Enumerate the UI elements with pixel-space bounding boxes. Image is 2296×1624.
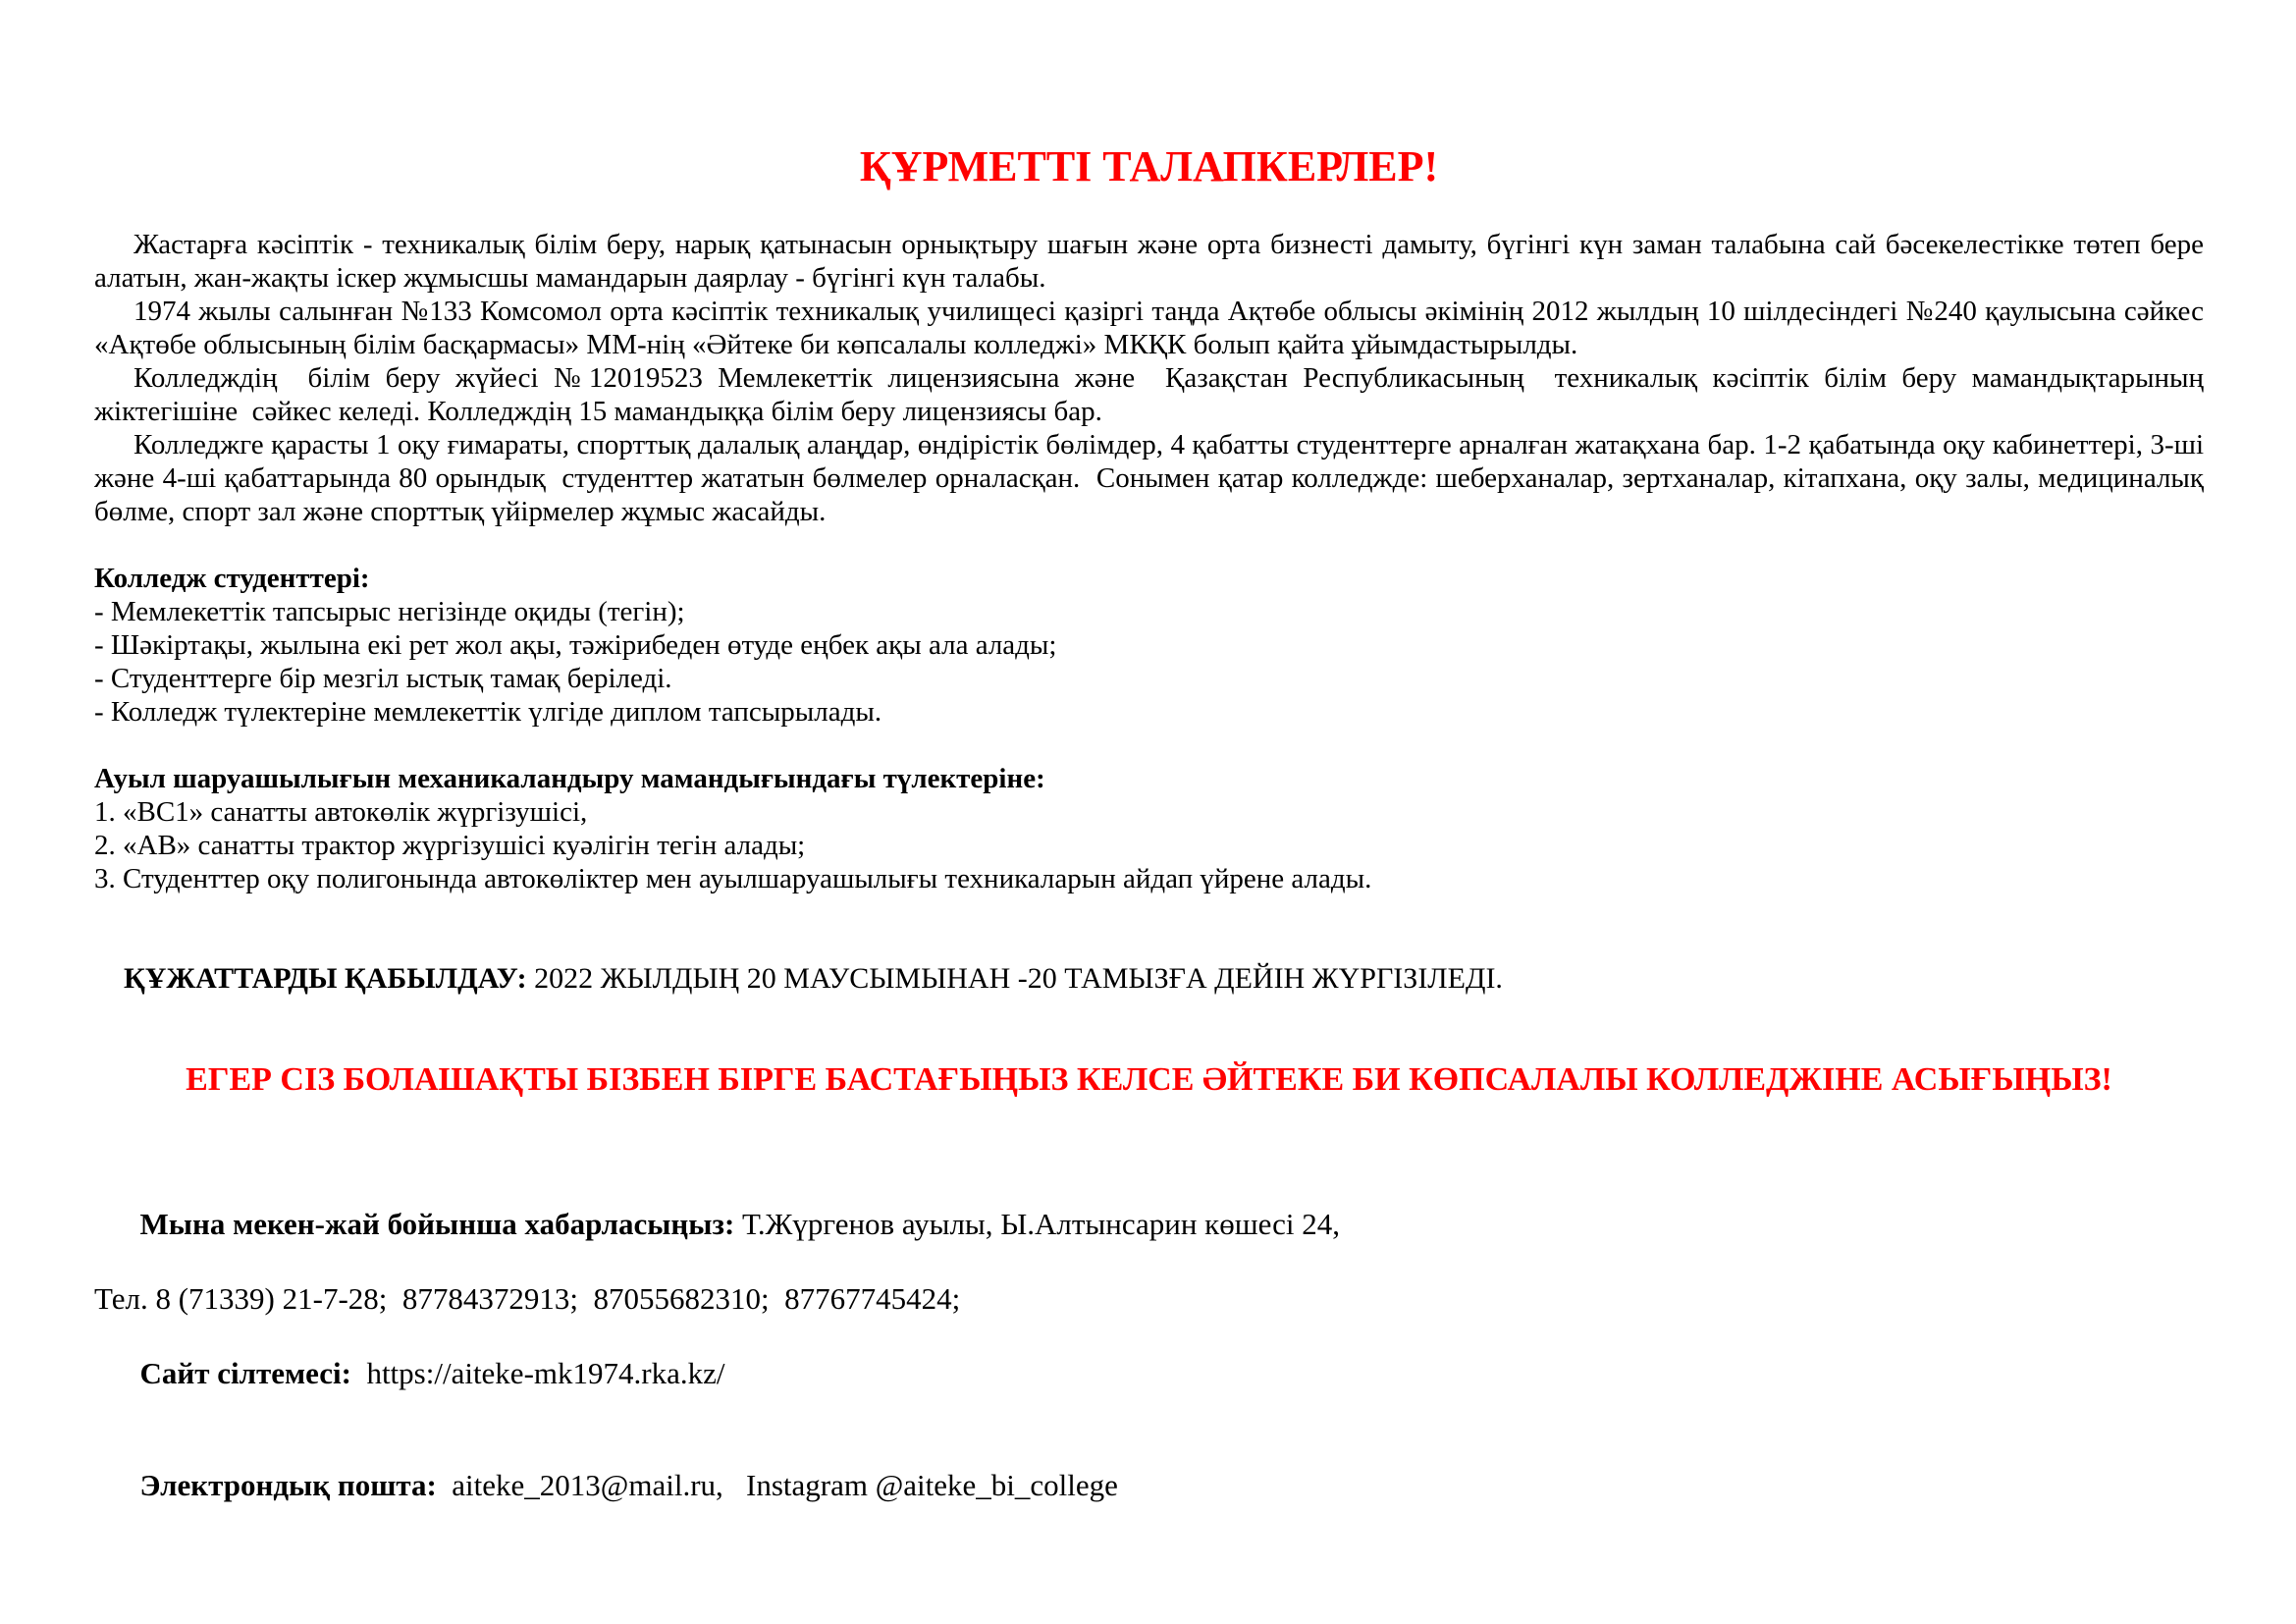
list-item: 2. «АВ» санатты трактор жүргізушісі куәлігін тегін алады; — [94, 830, 806, 862]
list-item: - Шәкіртақы, жылына екі рет жол ақы, тәжірибеден өтуде еңбек ақы ала алады; — [94, 629, 1057, 662]
email-line — [94, 1430, 2204, 1542]
admission-label: ҚҰЖАТТАРДЫ ҚАБЫЛДАУ: — [124, 962, 527, 996]
list-item: 1. «ВС1» санатты автокөлік жүргізушісі, — [94, 796, 588, 829]
email-label: Электрондық пошта: — [139, 1468, 437, 1503]
email-value: aiteke_2013@mail.ru, Instagram @aiteke_bi_college — [436, 1468, 1118, 1503]
mechanization-section-heading: Ауыл шаруашылығын механикаландыру мамандығындағы түлектеріне: — [94, 763, 1045, 795]
admission-period-line — [94, 929, 2204, 1029]
address-line — [94, 1168, 2204, 1280]
address-value: Т.Жүргенов ауылы, Ы.Алтынсарин көшесі 24, — [734, 1207, 1341, 1242]
students-section — [94, 562, 2204, 729]
phones-line: Тел. 8 (71339) 21-7-28; 87784372913; 87055682310; 87767745424; — [94, 1281, 961, 1317]
intro-paragraph: Жастарға кәсіптік - техникалық білім беру, нарық қатынасын орнықтыру шағын және орта бизнесті дамыту, бүгінгі күн заман талабына сай бәсекелестікке төтеп бере алатын, жан-жақты іскер жұмысшы мамандарын даярлау - бүгінгі күн талабы. — [94, 229, 2212, 295]
facilities-paragraph: Колледжге қарасты 1 оқу ғимараты, спорттық далалық алаңдар, өндірістік бөлімдер, 4 қабатты студенттерге арналған жатақхана бар. 1-2 қабатында оқу кабинеттері, 3-ші және 4-ші қабаттарында 80 орындық студенттер жататын бөлмелер орналасқан. Сонымен қатар колледжде: шеберханалар, зертханалар, кітапхана, оқу залы, медициналық бөлме, спорт зал және спорттық үйірмелер жұмыс жасайды. — [94, 429, 2212, 528]
list-item: - Студенттерге бір мезгіл ыстық тамақ беріледі. — [94, 663, 672, 695]
contact-block — [94, 1168, 2204, 1542]
list-item: 3. Студенттер оқу полигонында автокөліктер мен ауылшаруашылығы техникаларын айдап үйрене алады. — [94, 863, 1372, 895]
slogan-line: ЕГЕР СІЗ БОЛАШАҚТЫ БІЗБЕН БІРГЕ БАСТАҒЫҢЫЗ КЕЛСЕ ӘЙТЕКЕ БИ КӨПСАЛАЛЫ КОЛЛЕДЖІНЕ АСЫҒЫҢЫЗ! — [186, 1061, 2112, 1099]
address-label: Мына мекен-жай бойынша хабарласыңыз: — [139, 1207, 735, 1242]
site-label: Сайт сілтемесі: — [139, 1356, 351, 1391]
page-title: ҚҰРМЕТТІ ТАЛАПКЕРЛЕР! — [859, 142, 1439, 190]
history-paragraph: 1974 жылы салынған №133 Комсомол орта кәсіптік техникалық училищесі қазіргі таңда Ақтөбе облысы әкімінің 2012 жылдың 10 шілдесіндегі №240 қаулысына сәйкес «Ақтөбе облысының білім басқармасы» ММ-нің «Әйтеке би көпсалалы колледжі» МКҚК болып қайта ұйымдастырылды. — [94, 296, 2212, 361]
admission-dates: 2022 ЖЫЛДЫҢ 20 МАУСЫМЫНАН -20 ТАМЫЗҒА ДЕЙІН ЖҮРГІЗІЛЕДІ. — [526, 962, 1503, 996]
site-line — [94, 1318, 2204, 1430]
license-paragraph: Колледждің білім беру жүйесі №12019523 Мемлекеттік лицензиясына және Қазақстан Республикасының техникалық кәсіптік білім беру мамандықтарының жіктегішіне сәйкес келеді. Колледждің 15 мамандыққа білім беру лицензиясы бар. — [94, 362, 2212, 428]
list-item: - Мемлекеттік тапсырыс негізінде оқиды (тегін); — [94, 596, 685, 628]
list-item: - Колледж түлектеріне мемлекеттік үлгіде диплом тапсырылады. — [94, 696, 882, 729]
mechanization-section — [94, 762, 2204, 895]
students-section-heading: Колледж студенттері: — [94, 563, 370, 595]
site-url: https://aiteke-mk1974.rka.kz/ — [350, 1356, 725, 1391]
